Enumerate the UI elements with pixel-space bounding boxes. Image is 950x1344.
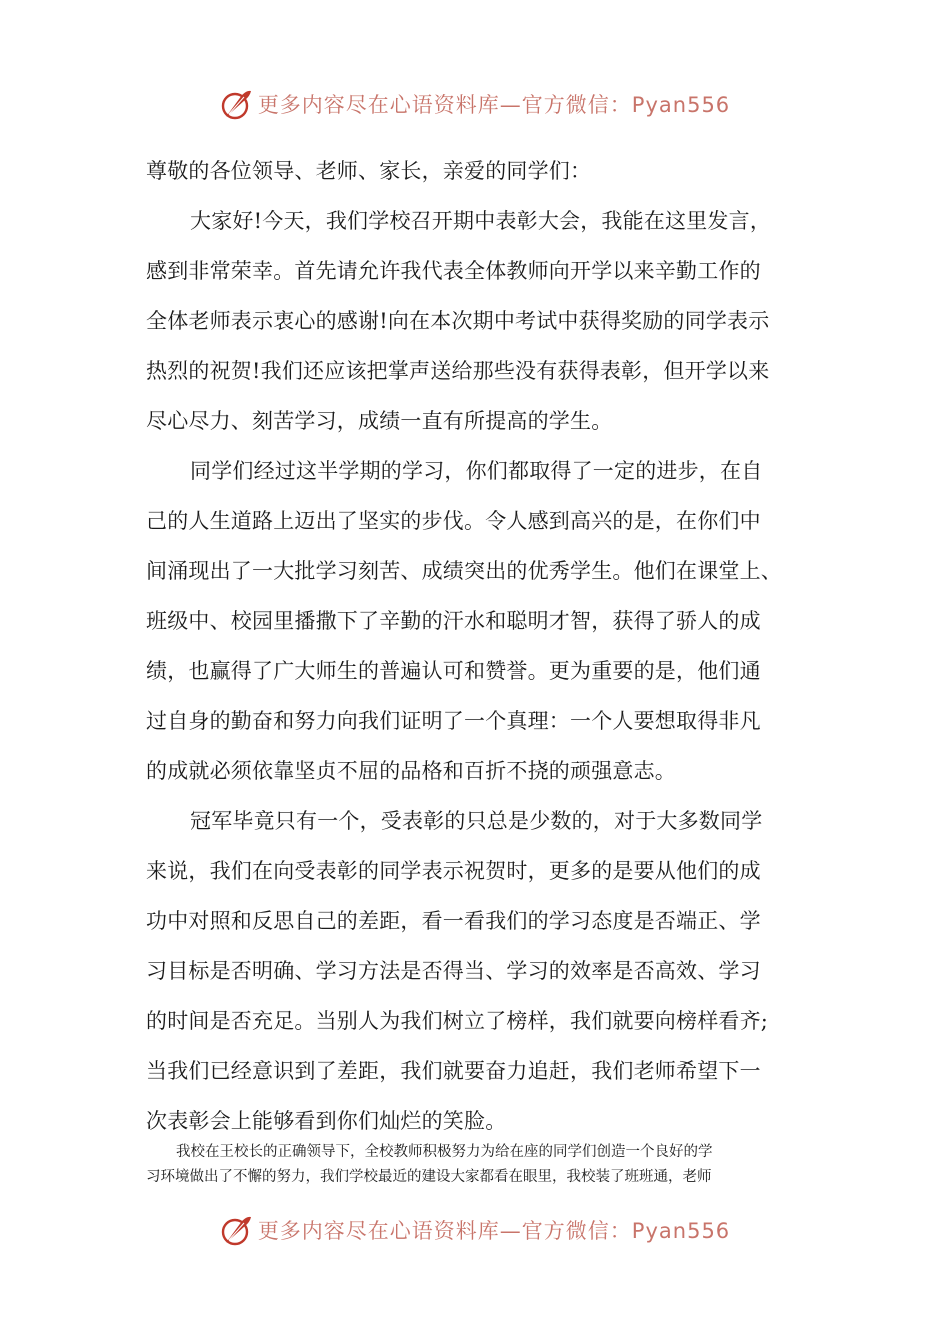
paragraph-lines <box>146 196 810 1146</box>
small-text-line: 我校在王校长的正确领导下，全校教师积极努力为给在座的同学们创造一个良好的学 <box>176 1144 713 1160</box>
text-line: 习目标是否明确、学习方法是否得当、学习的效率是否高效、学习 <box>146 959 761 983</box>
quill-pen-circle-icon <box>220 87 254 121</box>
text-line: 的成就必须依靠坚贞不屈的品格和百折不挠的顽强意志。 <box>146 759 676 783</box>
text-line: 大家好!今天，我们学校召开期中表彰大会，我能在这里发言， <box>190 209 772 233</box>
text-line: 全体老师表示衷心的感谢!向在本次期中考试中获得奖励的同学表示 <box>146 309 770 333</box>
banner-text: 更多内容尽在心语资料库—官方微信：Pyan556 <box>257 93 731 117</box>
text-line: 当我们已经意识到了差距，我们就要奋力追赶，我们老师希望下一 <box>146 1059 761 1083</box>
text-line: 感到非常荣幸。首先请允许我代表全体教师向开学以来辛勤工作的 <box>146 259 761 283</box>
text-line: 来说，我们在向受表彰的同学表示祝贺时，更多的是要从他们的成 <box>146 859 761 883</box>
document-body <box>146 146 810 1146</box>
small-text-line: 习环境做出了不懈的努力，我们学校最近的建设大家都看在眼里，我校装了班班通，老师 <box>146 1169 712 1185</box>
small-lines <box>146 1140 810 1190</box>
text-line: 尽心尽力、刻苦学习，成绩一直有所提高的学生。 <box>146 409 613 433</box>
text-line: 功中对照和反思自己的差距，看一看我们的学习态度是否端正、学 <box>146 909 761 933</box>
footer-banner <box>0 1208 950 1252</box>
header-banner <box>0 82 950 126</box>
text-line: 的时间是否充足。当别人为我们树立了榜样，我们就要向榜样看齐; <box>146 1009 769 1033</box>
banner-text: 更多内容尽在心语资料库—官方微信：Pyan556 <box>257 1219 731 1243</box>
small-paragraph <box>146 1140 810 1190</box>
quill-pen-circle-icon <box>220 1213 254 1247</box>
text-line: 过自身的勤奋和努力向我们证明了一个真理：一个人要想取得非凡 <box>146 709 761 733</box>
greeting-line: 尊敬的各位领导、老师、家长，亲爱的同学们： <box>146 159 592 183</box>
text-line: 绩，也赢得了广大师生的普遍认可和赞誉。更为重要的是，他们通 <box>146 659 761 683</box>
text-line: 次表彰会上能够看到你们灿烂的笑脸。 <box>146 1109 507 1133</box>
text-line: 同学们经过这半学期的学习，你们都取得了一定的进步，在自 <box>190 459 763 483</box>
text-line: 热烈的祝贺!我们还应该把掌声送给那些没有获得表彰，但开学以来 <box>146 359 770 383</box>
text-line: 班级中、校园里播撒下了辛勤的汗水和聪明才智，获得了骄人的成 <box>146 609 761 633</box>
text-line: 间涌现出了一大批学习刻苦、成绩突出的优秀学生。他们在课堂上、 <box>146 559 782 583</box>
text-line: 己的人生道路上迈出了坚实的步伐。令人感到高兴的是，在你们中 <box>146 509 761 533</box>
text-line: 冠军毕竟只有一个，受表彰的只总是少数的，对于大多数同学 <box>190 809 763 833</box>
